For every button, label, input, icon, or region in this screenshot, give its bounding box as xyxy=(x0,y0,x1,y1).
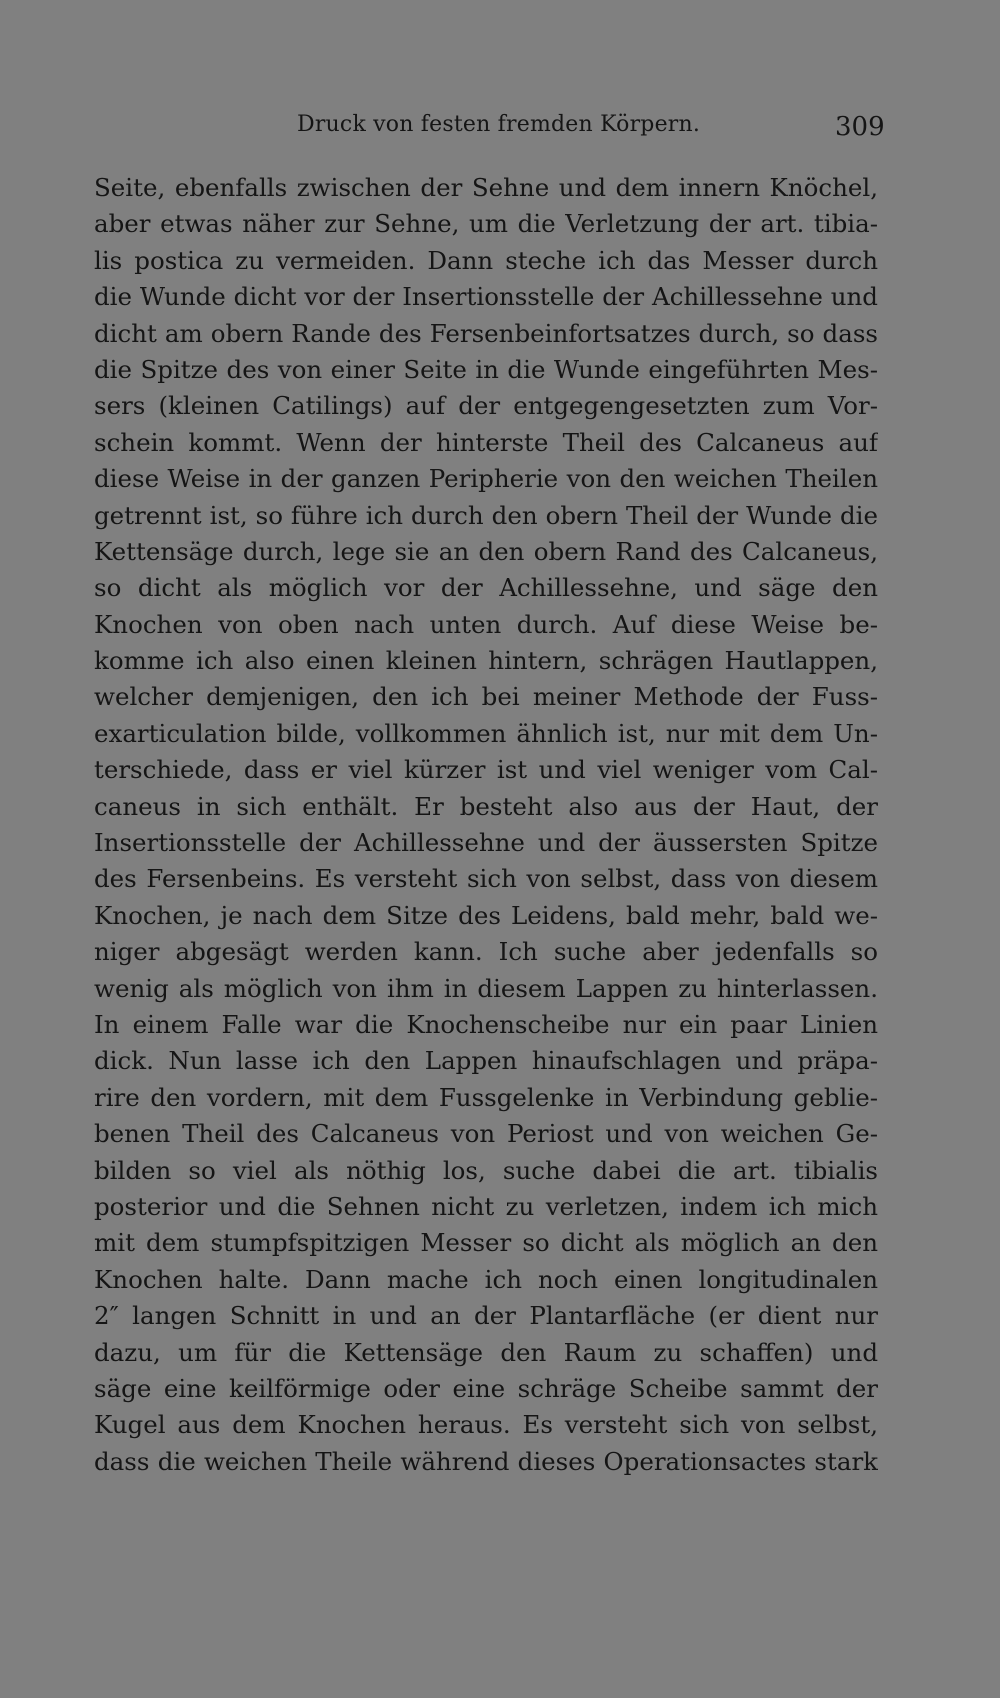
text-line: aber etwas näher zur Sehne, um die Verletzung der art. tibia- xyxy=(94,209,878,239)
text-line: caneus in sich enthält. Er besteht also aus der Haut, der xyxy=(94,791,878,821)
page-number: 309 xyxy=(835,112,885,142)
text-line: Kettensäge durch, lege sie an den obern Rand des Calcaneus, xyxy=(94,536,878,566)
text-line: so dicht als möglich vor der Achillessehne, und säge den xyxy=(94,573,878,603)
text-line: Kugel aus dem Knochen heraus. Es versteht sich von selbst, xyxy=(94,1410,878,1440)
text-line: schein kommt. Wenn der hinterste Theil des Calcaneus auf xyxy=(94,427,878,457)
text-line: sers (kleinen Catilings) auf der entgegengesetzten zum Vor- xyxy=(94,391,878,421)
text-line: dazu, um für die Kettensäge den Raum zu schaffen) und xyxy=(94,1337,878,1367)
text-line: Seite, ebenfalls zwischen der Sehne und dem innern Knöchel, xyxy=(94,173,878,202)
text-line: komme ich also einen kleinen hintern, schrägen Hautlappen, xyxy=(94,646,878,676)
text-line: bilden so viel als nöthig los, suche dabei die art. tibialis xyxy=(94,1155,878,1185)
text-line: mit dem stumpfspitzigen Messer so dicht als möglich an den xyxy=(94,1228,878,1258)
running-head xyxy=(0,112,1000,152)
text-line: diese Weise in der ganzen Peripherie von den weichen Theilen xyxy=(94,464,878,494)
text-line: Insertionsstelle der Achillessehne und der äussersten Spitze xyxy=(94,828,878,858)
text-line: Knochen von oben nach unten durch. Auf diese Weise be- xyxy=(94,609,878,639)
text-line: Knochen, je nach dem Sitze des Leidens, bald mehr, bald we- xyxy=(94,900,878,930)
text-line: säge eine keilförmige oder eine schräge Scheibe sammt der xyxy=(94,1373,878,1403)
body-text xyxy=(94,170,878,1480)
text-line: wenig als möglich von ihm in diesem Lappen zu hinterlassen. xyxy=(94,973,878,1003)
text-line: 2″ langen Schnitt in und an der Plantarfläche (er dient nur xyxy=(94,1301,878,1331)
text-line: dick. Nun lasse ich den Lappen hinaufschlagen und präpa- xyxy=(94,1046,878,1076)
text-line: posterior und die Sehnen nicht zu verletzen, indem ich mich xyxy=(94,1191,878,1221)
running-title: Druck von festen fremden Körpern. xyxy=(297,112,701,137)
text-line: des Fersenbeins. Es versteht sich von selbst, dass von diesem xyxy=(94,864,878,894)
text-line: die Wunde dicht vor der Insertionsstelle der Achillessehne und xyxy=(94,282,878,312)
text-line: Knochen halte. Dann mache ich noch einen longitudinalen xyxy=(94,1264,878,1294)
text-line: dicht am obern Rande des Fersenbeinfortsatzes durch, so dass xyxy=(94,318,878,348)
text-line: die Spitze des von einer Seite in die Wunde eingeführten Mes- xyxy=(94,354,878,384)
text-line: dass die weichen Theile während dieses Operationsactes stark xyxy=(94,1446,878,1476)
text-line: exarticulation bilde, vollkommen ähnlich ist, nur mit dem Un- xyxy=(94,718,878,748)
text-line: terschiede, dass er viel kürzer ist und viel weniger vom Cal- xyxy=(94,755,878,785)
text-line: lis postica zu vermeiden. Dann steche ich das Messer durch xyxy=(94,245,878,275)
text-line: niger abgesägt werden kann. Ich suche aber jedenfalls so xyxy=(94,937,878,967)
text-line: welcher demjenigen, den ich bei meiner Methode der Fuss- xyxy=(94,682,878,712)
text-line: getrennt ist, so führe ich durch den obern Theil der Wunde die xyxy=(94,500,878,530)
text-line: benen Theil des Calcaneus von Periost und von weichen Ge- xyxy=(94,1119,878,1149)
text-line: rire den vordern, mit dem Fussgelenke in Verbindung geblie- xyxy=(94,1082,878,1112)
text-line: In einem Falle war die Knochenscheibe nur ein paar Linien xyxy=(94,1009,878,1039)
